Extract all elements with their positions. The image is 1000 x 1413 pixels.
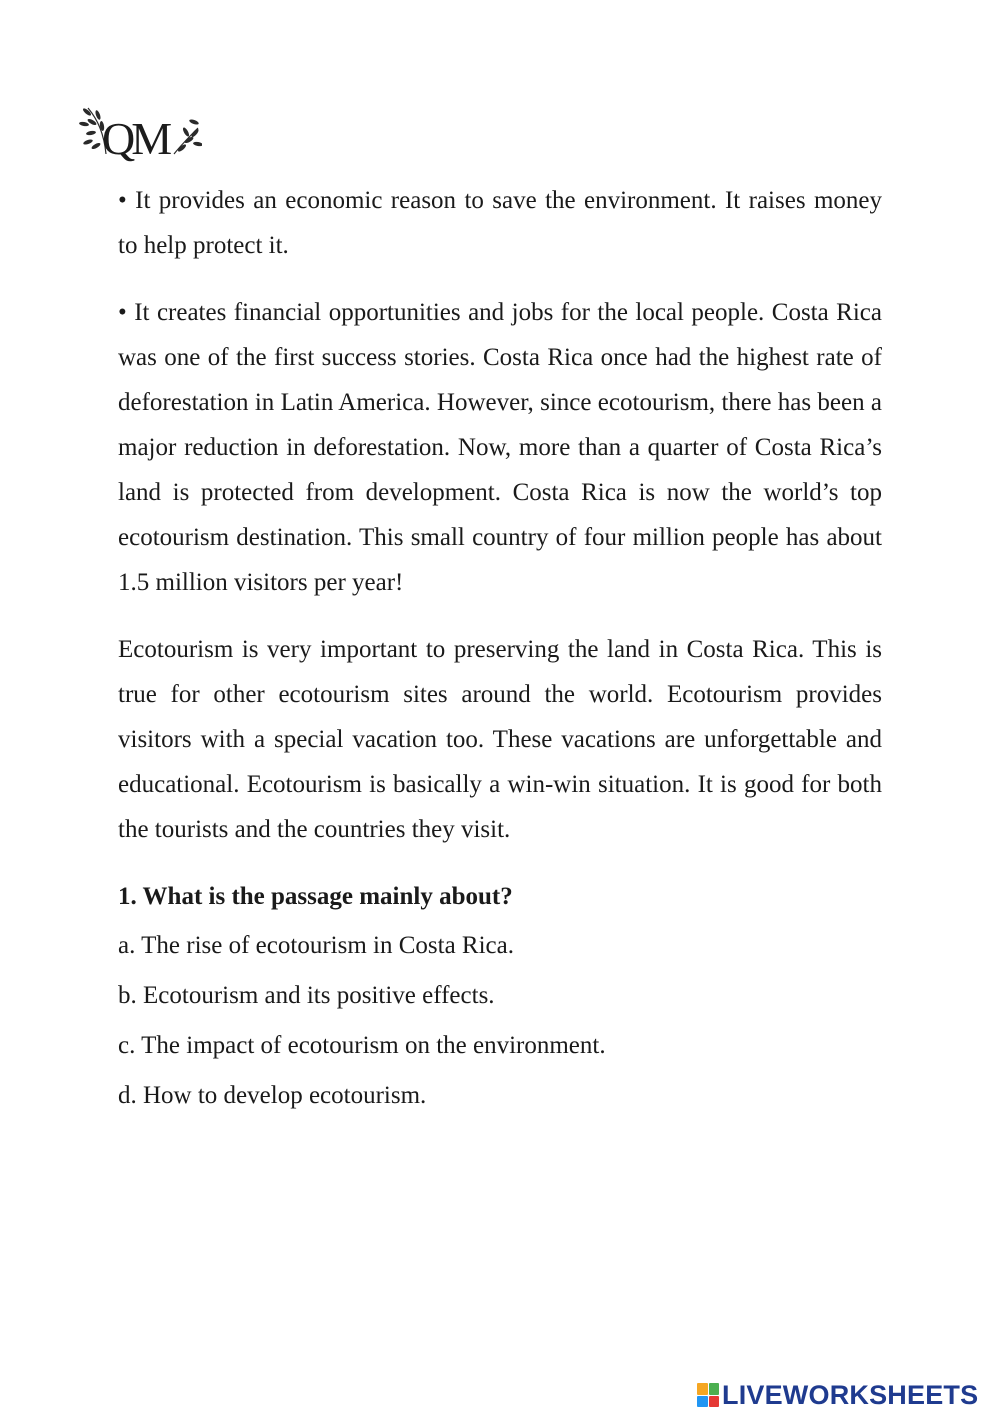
logo-text: QM bbox=[102, 113, 169, 164]
brand-mark-square bbox=[697, 1396, 708, 1408]
bullet-financial-opportunities: • It creates financial opportunities and jobs for the local people. Costa Rica was one of the first success stories. Costa Rica once had the highest rate of deforestation in Latin America. However, since ecotourism, there has been a major reduction in deforestation. Now, more than a quarter of Costa Rica’s land is protected from development. Costa Rica is now the world’s top ecotourism destination. This small country of four million people has about 1.5 million visitors per year! bbox=[118, 299, 882, 596]
laurel-logo-icon bbox=[78, 100, 202, 166]
qm-logo bbox=[78, 100, 202, 166]
option-b[interactable]: b. Ecotourism and its positive effects. bbox=[118, 982, 495, 1009]
brand-mark-square bbox=[709, 1396, 720, 1408]
question-1-prompt: 1. What is the passage mainly about? bbox=[118, 883, 513, 910]
worksheet-content bbox=[118, 178, 882, 1121]
liveworksheets-brand bbox=[697, 1378, 978, 1412]
paragraph-ecotourism-importance: Ecotourism is very important to preserving the land in Costa Rica. This is true for other ecotourism sites around the world. Ecotourism provides visitors with a special vacation too. These vacations are unforgettable and educational. Ecotourism is basically a win-win situation. It is good for both the tourists and the countries they visit. bbox=[118, 636, 882, 843]
option-a[interactable]: a. The rise of ecotourism in Costa Rica. bbox=[118, 932, 514, 959]
brand-mark-square bbox=[697, 1383, 708, 1395]
question-1-options bbox=[118, 921, 882, 1121]
option-d[interactable]: d. How to develop ecotourism. bbox=[118, 1082, 427, 1109]
brand-mark-square bbox=[709, 1383, 720, 1395]
bullet-economic-reason: • It provides an economic reason to save the environment. It raises money to help protect it. bbox=[118, 187, 882, 259]
brand-text: LIVEWORKSHEETS bbox=[722, 1379, 979, 1410]
option-c[interactable]: c. The impact of ecotourism on the environment. bbox=[118, 1032, 606, 1059]
liveworksheets-logo-icon bbox=[697, 1383, 719, 1407]
